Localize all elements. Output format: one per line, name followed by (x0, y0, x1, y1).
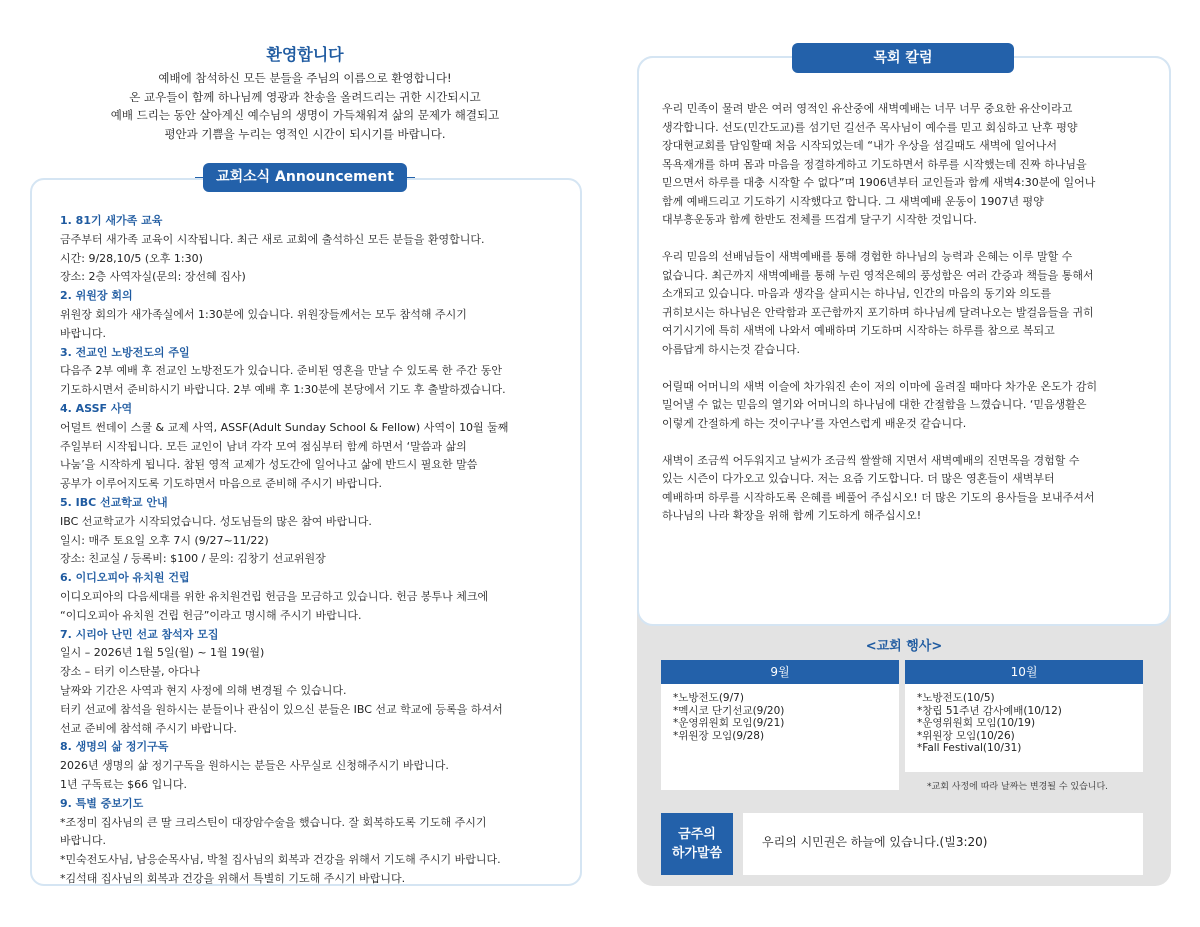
announcement-line: 일시: 매주 토요일 오후 7시 (9/27~11/22) (60, 533, 269, 547)
column-line: 귀히보시는 하나님은 안락함과 포근함까지 포기하며 하나님께 달려나오는 발걸음들을 귀히 (662, 305, 1094, 319)
announcement-line: 1년 구독료는 $66 입니다. (60, 777, 187, 791)
announcement-item (60, 738, 570, 794)
welcome-line: 예배에 참석하신 모든 분들을 주님의 이름으로 환영합니다! (158, 71, 452, 85)
column-line: 장대현교회를 담임할때 처음 시작되었는데 “내가 우상을 섬길때도 새벽에 일어나서 (662, 139, 1057, 152)
announcement-item (60, 626, 570, 739)
announcement-line: 기도하시면서 준비하시기 바랍니다. 2부 예배 후 1:30분에 본당에서 기도 후 출발하겠습니다. (60, 383, 506, 397)
announcement-item (60, 287, 570, 343)
column-line: 함께 예배드리고 기도하기 시작했다고 합니다. 그 새벽예배 운동이 1907년 평양 (662, 194, 1044, 208)
announcement-item (60, 400, 570, 494)
welcome-section (30, 42, 580, 143)
announcement-line: IBC 선교학교가 시작되었습니다. 성도님들의 많은 참여 바랍니다. (60, 514, 372, 528)
events-list (905, 684, 1143, 755)
announcement-title: 1. 81기 새가족 교육 (60, 214, 163, 227)
events-month-header: 10월 (905, 660, 1143, 684)
announcement-line: 터키 선교에 참석을 원하시는 분들이나 관심이 있으신 분들은 IBC 선교 학교에 등록을 하셔서 (60, 702, 503, 716)
announcement-line: *김석태 집사님의 회복과 건강을 위해서 특별히 기도해 주시기 바랍니다. (60, 871, 406, 885)
column-line: 어릴때 어머니의 새벽 이슬에 차가워진 손이 저의 이마에 올려질 때마다 차가운 온도가 감히 (662, 379, 1098, 393)
announcement-item (60, 795, 570, 889)
column-line: 대부흥운동과 함께 한반도 전체를 뜨겁게 달구기 시작한 것입니다. (662, 213, 977, 226)
welcome-line: 예배 드리는 동안 살아계신 예수님의 생명이 가득채워져 삶의 문제가 해결되고 (110, 108, 500, 122)
announcement-line: 공부가 이루어지도록 기도하면서 마음으로 준비해 주시기 바랍니다. (60, 477, 383, 491)
weekly-verse-text: 우리의 시민권은 하늘에 있습니다.(빌3:20) (762, 835, 988, 849)
column-line: 아름답게 하시는것 같습니다. (662, 342, 801, 356)
announcement-line: 바랍니다. (60, 834, 107, 848)
event-item: *노방전도(10/5) (917, 692, 995, 704)
announcement-line: 어덜트 썬데이 스쿨 & 교제 사역, ASSF(Adult Sunday School & Fellow) 사역이 10월 둘째 (60, 420, 509, 434)
welcome-line: 온 교우들이 함께 하나님께 영광과 찬송을 올려드리는 귀한 시간되시고 (129, 89, 481, 104)
event-item: *멕시코 단기선교(9/20) (673, 704, 785, 717)
announcement-item (60, 494, 570, 569)
column-line: 하나님의 나라 확장을 위해 함께 기도하게 해주십시오! (662, 509, 922, 522)
column-line: 이렇게 간절하게 하는 것이구나’를 자연스럽게 배운것 같습니다. (662, 416, 967, 430)
announcement-line: 날짜와 기간은 사역과 현지 사정에 의해 변경될 수 있습니다. (60, 683, 347, 697)
event-item: *위원장 모임(9/28) (673, 729, 765, 742)
event-item: *운영위원회 모임(10/19) (917, 717, 1036, 729)
announcement-title: 2. 위원장 회의 (60, 289, 133, 303)
announcement-line: 위원장 회의가 새가족실에서 1:30분에 있습니다. 위원장들께서는 모두 참석해 주시기 (60, 307, 467, 321)
announcement-line: “이디오피아 유치원 건립 헌금”이라고 명시해 주시기 바랍니다. (60, 608, 362, 622)
column-line: 밀어낼 수 없는 믿음의 열기와 어머니의 하나님에 대한 간절함을 느꼈습니다. ‘믿음생활은 (662, 398, 1087, 411)
column-paragraph (662, 100, 1162, 230)
column-paragraph (662, 378, 1162, 434)
announcement-line: 주일부터 시작됩니다. 모든 교인이 남녀 각각 모여 점심부터 함께 하면서 ‘말씀과 삶의 (60, 439, 467, 453)
announcement-line: 선교 준비에 참석해 주시기 바랍니다. (60, 721, 237, 735)
announcement-line: 나눔’을 시작하게 됩니다. 참된 영적 교제가 성도간에 일어나고 삶에 반드시 필요한 말씀 (60, 458, 478, 472)
events-october (905, 660, 1143, 772)
announcement-line: 장소 – 터키 이스탄불, 아다나 (60, 665, 200, 679)
welcome-title: 환영합니다 (266, 45, 344, 64)
weekly-verse-label-line: 금주의 (678, 827, 716, 842)
events-title: <교회 행사> (865, 639, 943, 654)
weekly-verse-label (661, 813, 733, 875)
events-note: *교회 사정에 따라 날짜는 변경될 수 있습니다. (927, 782, 1109, 792)
column-line: 우리 민족이 물려 받은 여러 영적인 유산중에 새벽예배는 너무 너무 중요한 유산이라고 (662, 102, 1073, 115)
announcement-line: 금주부터 새가족 교육이 시작됩니다. 최근 새로 교회에 출석하신 모든 분들을 환영합니다. (60, 232, 485, 246)
column-line: 목욕재개를 하며 몸과 마음을 정결하게하고 기도하면서 하루를 시작했는데 진짜 하나님을 (662, 157, 1087, 171)
event-item: *위원장 모임(10/26) (917, 729, 1015, 742)
announcement-title: 5. IBC 선교학교 안내 (60, 495, 168, 509)
announcement-line: 다음주 2부 예배 후 전교인 노방전도가 있습니다. 준비된 영혼을 만날 수 있도록 한 주간 동안 (60, 364, 502, 378)
announcement-line: 시간: 9/28,10/5 (오후 1:30) (60, 251, 203, 265)
column-line: 생각합니다. 선도(민간도교)를 섬기던 길선주 목사님이 예수를 믿고 회심하고 난후 평양 (662, 120, 1078, 134)
announcement-line: 장소: 친교실 / 등록비: $100 / 문의: 김창기 선교위원장 (60, 552, 326, 566)
column-line: 있는 시즌이 다가오고 있습니다. 저는 요즘 기도합니다. 더 많은 영혼들이 새벽부터 (662, 472, 1055, 485)
pastor-column-text (662, 100, 1162, 544)
column-paragraph (662, 452, 1162, 526)
column-line: 소개되고 있습니다. 마음과 생각을 살피시는 하나님, 인간의 마음의 동기와 의도를 (662, 287, 1052, 300)
announcement-line: 이디오피아의 다음세대를 위한 유치원건립 헌금을 모금하고 있습니다. 헌금 봉투나 체크에 (60, 589, 489, 603)
announcement-item (60, 344, 570, 400)
column-line: 새벽이 조금씩 어두워지고 날씨가 조금씩 쌀쌀해 지면서 새벽예배의 진면목을 경험할 수 (662, 453, 1080, 467)
column-line: 우리 믿음의 선배님들이 새벽예배를 통해 경험한 하나님의 능력과 은혜는 이루 말할 수 (662, 250, 1073, 263)
events-list (661, 684, 899, 742)
event-item: *운영위원회 모임(9/21) (673, 717, 785, 729)
announcement-line: *민숙전도사님, 남응순목사님, 박철 집사님의 회복과 건강을 위해서 기도해 주시기 바랍니다. (60, 853, 501, 867)
announcement-item (60, 569, 570, 625)
pastor-column-header: 목회 칼럼 (792, 43, 1014, 73)
announcement-line: 장소: 2층 사역자실(문의: 장선혜 집사) (60, 270, 246, 284)
announcement-title: 3. 전교인 노방전도의 주일 (60, 345, 190, 359)
welcome-line: 평안과 기쁨을 누리는 영적인 시간이 되시기를 바랍니다. (164, 126, 446, 141)
announcement-title: 7. 시리아 난민 선교 참석자 모집 (60, 627, 219, 641)
event-item: *창립 51주년 감사예배(10/12) (917, 704, 1062, 717)
announcement-title: 6. 이디오피아 유치원 건립 (60, 571, 190, 585)
events-september (661, 660, 899, 790)
column-line: 예배하며 하루를 시작하도록 은혜를 베풀어 주십시오! 더 많은 기도의 용사들을 보내주셔서 (662, 490, 1095, 504)
event-item: *노방전도(9/7) (673, 692, 744, 704)
announcements-list (60, 212, 570, 889)
announcements-header: 교회소식 Announcement (203, 163, 407, 192)
weekly-verse-label-line: 하가말씀 (671, 846, 723, 861)
column-paragraph (662, 248, 1162, 359)
column-line: 없습니다. 최근까지 새벽예배를 통해 누린 영적은혜의 풍성함은 여러 간증과 책들을 통해서 (662, 268, 1094, 282)
announcement-line: *조정미 집사님의 큰 딸 크리스틴이 대장암수술을 했습니다. 잘 회복하도록 기도해 주시기 (60, 815, 487, 829)
announcement-line: 바랍니다. (60, 326, 107, 340)
announcement-title: 4. ASSF 사역 (60, 401, 133, 415)
announcement-title: 9. 특별 중보기도 (60, 796, 144, 810)
column-line: 믿으면서 하루를 대충 시작할 수 없다”며 1906년부터 교인들과 함께 새벽4:30분에 일어나 (662, 176, 1096, 189)
event-item: *Fall Festival(10/31) (917, 742, 1022, 754)
announcement-title: 8. 생명의 삶 정기구독 (60, 740, 169, 754)
events-month-header: 9월 (661, 660, 899, 684)
announcement-item (60, 212, 570, 287)
column-line: 여기시기에 특히 새벽에 나와서 예배하며 기도하며 시작하는 하루를 참으로 복되고 (662, 324, 1055, 337)
announcement-line: 일시 – 2026년 1월 5일(월) ~ 1월 19(월) (60, 646, 265, 660)
announcement-line: 2026년 생명의 삶 정기구독을 원하시는 분들은 사무실로 신청해주시기 바랍니다. (60, 759, 449, 773)
